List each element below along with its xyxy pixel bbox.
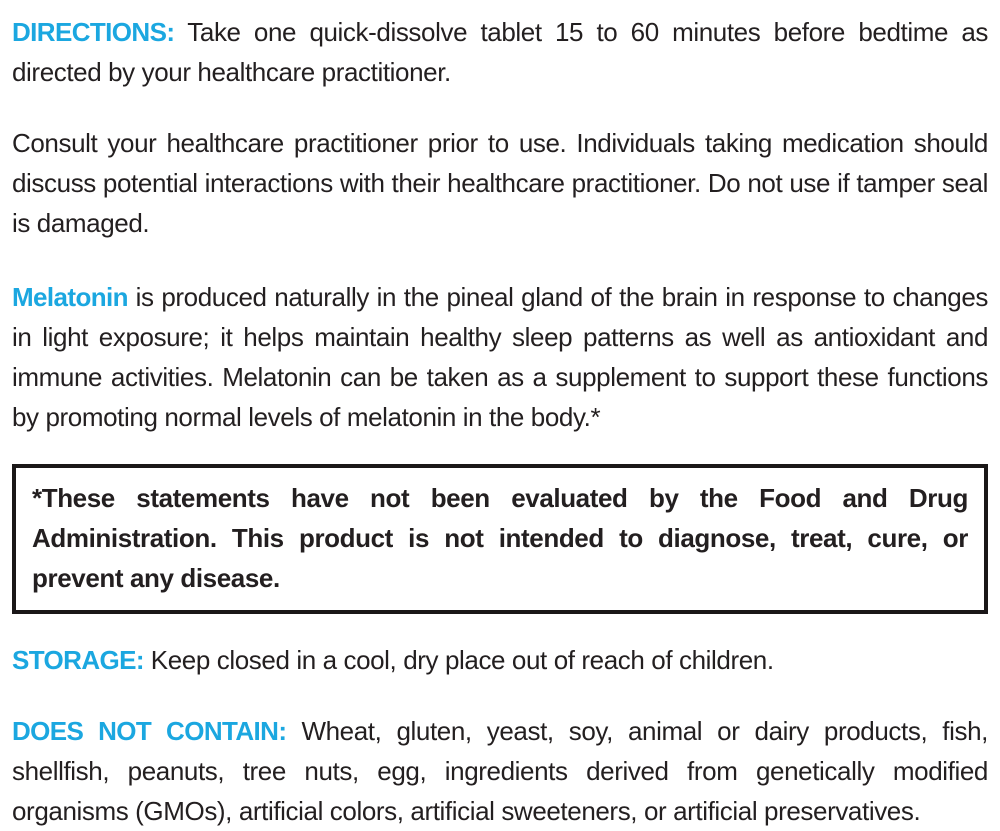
directions-body: Take one quick-dissolve tablet 15 to 60 minutes before bedtime as directed by your healthcare practitioner. xyxy=(12,17,989,87)
melatonin-heading: Melatonin xyxy=(12,282,128,312)
does-not-contain-heading: DOES NOT CONTAIN: xyxy=(12,716,287,746)
does-not-contain-body: Wheat, gluten, yeast, soy, animal or dairy products, fish, shellfish, peanuts, tree nuts, egg, ingredients derived from genetically modified organisms (GMOs), artificial colors, artificial sweeteners, or artificial preservatives. xyxy=(12,716,988,826)
consult-body: Consult your healthcare practitioner prior to use. Individuals taking medication should discuss potential interactions with their healthcare practitioner. Do not use if tamper seal is damaged. xyxy=(12,128,988,238)
fda-disclaimer-paragraph xyxy=(32,478,968,598)
does-not-contain-paragraph xyxy=(12,711,988,831)
melatonin-paragraph xyxy=(12,277,988,437)
fda-disclaimer-box xyxy=(12,464,988,614)
storage-paragraph xyxy=(12,640,988,680)
directions-heading: DIRECTIONS: xyxy=(12,17,175,47)
directions-paragraph xyxy=(12,12,988,92)
fda-disclaimer-body: *These statements have not been evaluated by the Food and Drug Administration. This product is not intended to diagnose, treat, cure, or prevent any disease. xyxy=(32,483,968,593)
melatonin-body: is produced naturally in the pineal gland of the brain in response to changes in light exposure; it helps maintain healthy sleep patterns as well as antioxidant and immune activities. Melatonin can be taken as a supplement to support these functions by promoting normal levels of melatonin in the body.* xyxy=(12,282,988,432)
consult-paragraph xyxy=(12,123,988,243)
storage-body: Keep closed in a cool, dry place out of reach of children. xyxy=(150,645,774,675)
storage-heading: STORAGE: xyxy=(12,645,144,675)
